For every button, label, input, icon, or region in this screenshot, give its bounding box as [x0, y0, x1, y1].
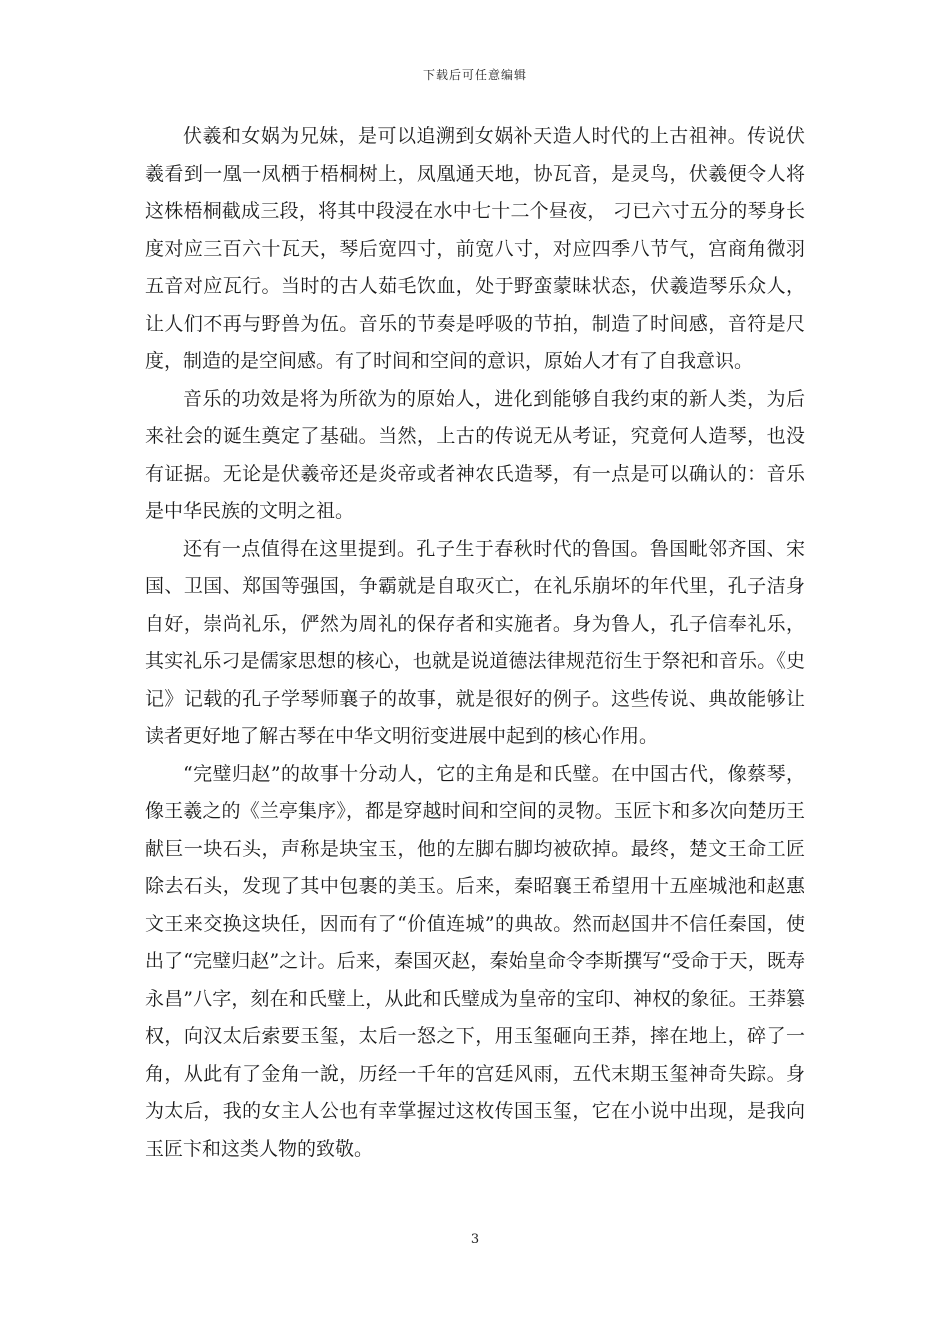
page-number: 3: [470, 1232, 480, 1247]
paragraph-4: “完璧归赵”的故事十分动人，它的主角是和氏璧。在中国古代，像蔡琴，像王羲之的《兰亭集序》，都是穿越时间和空间的灵物。玉匠卞和多次向楚历王献巨一块石头，声称是块宝玉，他的左脚右脚均被砍掉。最终，楚文王命工匠除去石头，发现了其中包裹的美玉。后来，秦昭襄王希望用十五座城池和赵惠文王来交换这块任，因而有了“价值连城”的典故。然而赵国井不信任秦国，使出了“完璧归赵”之计。后来，秦国灭赵，秦始皇命令李斯撰写“受命于天，既寿永昌”八字，刻在和氏璧上，从此和氏璧成为皇帝的宝印、神权的象征。王莽篡权，向汉太后索要玉玺，太后一怒之下，用玉玺砸向王莽，摔在地上，碎了一角，从此有了金角一說，历经一千年的宫廷风雨，五代末期玉玺神奇失踪。身为太后，我的女主人公也有幸掌握过这枚传国玉玺，它在小说中出现，是我向玉匠卞和这类人物的致敬。: [145, 762, 805, 1160]
paragraph-1: 伏羲和女娲为兄妹，是可以追溯到女娲补天造人时代的上古祖神。传说伏羲看到一凰一凤栖于梧桐树上，凤凰通天地，协瓦音，是灵鸟，伏羲便令人将这株梧桐截成三段，将其中段浸在水中七十二个昼夜， 刁已六寸五分的琴身长度对应三百六十瓦天，琴后宽四寸，前宽八寸，对应四季八节气，宫商角微羽五音对应瓦行。当时的古人茹毛饮血，处于野蛮蒙昧状态，伏羲造琴乐众人，让人们不再与野兽为伍。音乐的节奏是呼吸的节拍，制造了时间感，音符是尺度，制造的是空间感。有了时间和空间的意识，原始人才有了自我意识。: [145, 125, 805, 372]
page-header: 下载后可任意编辑: [422, 68, 527, 82]
paragraph-3: 还有一点值得在这里提到。孔子生于春秋时代的鲁国。鲁国毗邻齐国、宋国、卫国、郑国等强国，争霸就是自取灭亡，在礼乐崩坏的年代里，孔子洁身自好，崇尚礼乐，俨然为周礼的保存者和实施者。身为鲁人，孔子信奉礼乐，其实礼乐刁是儒家思想的核心，也就是说道德法律规范衍生于祭祀和音乐。《史记》记载的孔子学琴师襄子的故事，就是很好的例子。这些传说、典故能够让读者更好地了解古琴在中华文明衍变进展中起到的核心作用。: [145, 537, 805, 747]
paragraph-2: 音乐的功效是将为所欲为的原始人，进化到能够自我约束的新人类，为后来社会的诞生奠定了基础。当然，上古的传说无从考证，究竟何人造琴，也没有证据。无论是伏羲帝还是炎帝或者神农氏造琴，有一点是可以确认的：音乐是中华民族的文明之祖。: [145, 387, 805, 522]
document-body: [145, 118, 805, 1168]
